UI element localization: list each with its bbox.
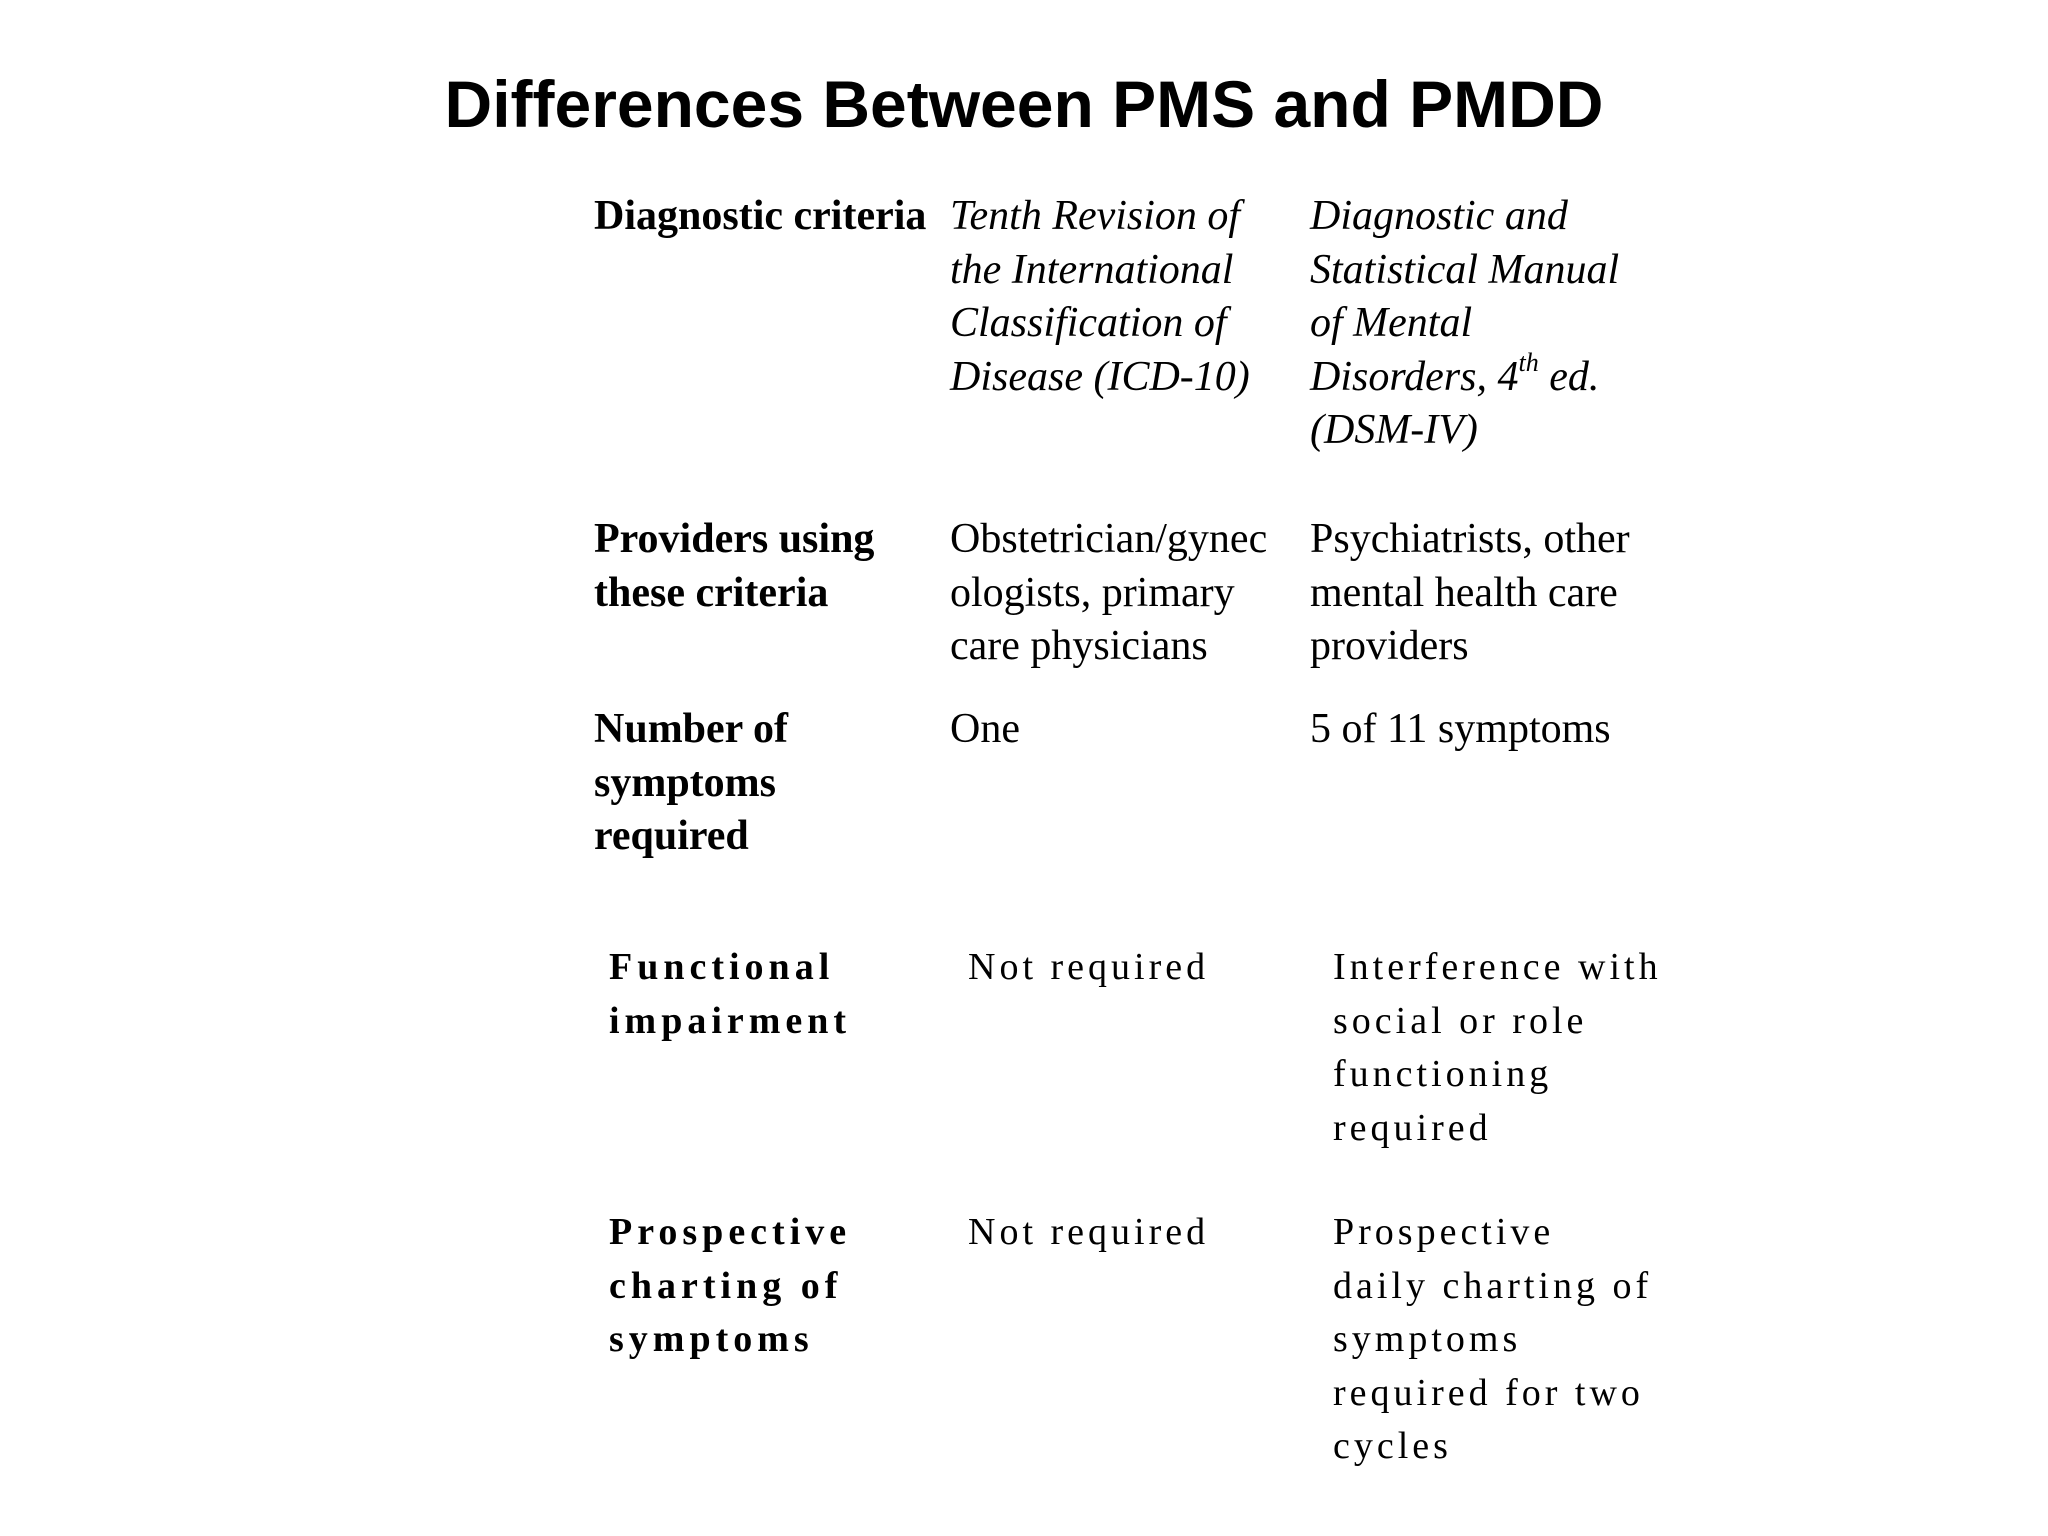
row-label-diagnostic-criteria xyxy=(594,190,926,244)
cell-text: Disorders, 4 xyxy=(1310,353,1519,400)
cell-line: required for two xyxy=(1333,1371,1644,1414)
dsm-iv-functional-impairment-cell xyxy=(1333,941,1662,1155)
icd10-symptom-count-cell xyxy=(950,703,1020,757)
cell-line: social or role xyxy=(1333,999,1588,1042)
cell-line: symptoms xyxy=(1333,1318,1522,1360)
cell-line: Statistical Manual xyxy=(1310,246,1620,293)
cell-line: cycles xyxy=(1333,1425,1452,1467)
cell-line-with-superscript xyxy=(1310,347,1619,405)
row-label-line: required xyxy=(594,813,749,859)
cell-line: Prospective xyxy=(1333,1211,1555,1253)
row-label-line: symptoms xyxy=(594,759,777,806)
cell-line: daily charting of xyxy=(1333,1264,1653,1307)
row-label-line: Diagnostic criteria xyxy=(594,193,927,239)
row-label-line: impairment xyxy=(609,999,852,1042)
superscript-ordinal: th xyxy=(1518,347,1539,377)
cell-text: ed. xyxy=(1538,353,1600,400)
icd10-criteria-cell xyxy=(950,190,1250,404)
dsm-iv-criteria-cell xyxy=(1310,190,1619,458)
cell-line: Diagnostic and xyxy=(1310,193,1568,239)
icd10-providers-cell xyxy=(950,513,1267,674)
cell-line: the International xyxy=(950,246,1234,293)
cell-line: ologists, primary xyxy=(950,569,1235,616)
dsm-iv-prospective-charting-cell xyxy=(1333,1206,1652,1474)
cell-line: Disease (ICD-10) xyxy=(950,353,1250,400)
cell-line: Obstetrician/gynec xyxy=(950,516,1268,562)
row-label-line: symptoms xyxy=(609,1318,814,1360)
row-label-line: Number of xyxy=(594,706,789,752)
cell-line: Not required xyxy=(968,1211,1210,1253)
cell-line: care physicians xyxy=(950,623,1208,669)
row-label-line: Providers using xyxy=(594,516,875,562)
cell-line: Psychiatrists, other xyxy=(1310,516,1630,562)
row-label-line: Functional xyxy=(609,946,835,988)
cell-line: of Mental xyxy=(1310,300,1473,346)
cell-line: Not required xyxy=(968,946,1210,988)
cell-line: required xyxy=(1333,1106,1492,1149)
cell-line: Tenth Revision of xyxy=(950,193,1241,239)
cell-line: One xyxy=(950,706,1020,752)
icd10-functional-impairment-cell xyxy=(968,941,1209,995)
cell-line: 5 of 11 symptoms xyxy=(1310,706,1611,752)
slide-title: Differences Between PMS and PMDD xyxy=(444,67,1604,141)
cell-line: providers xyxy=(1310,623,1469,669)
cell-line: functioning xyxy=(1333,1053,1553,1095)
cell-line: Interference with xyxy=(1333,946,1662,988)
row-label-functional-impairment xyxy=(609,941,851,1048)
cell-line: mental health care xyxy=(1310,569,1618,616)
row-label-line: these criteria xyxy=(594,569,829,616)
icd10-prospective-charting-cell xyxy=(968,1206,1209,1260)
dsm-iv-symptom-count-cell xyxy=(1310,703,1611,757)
row-label-prospective-charting xyxy=(609,1206,851,1367)
row-label-line: charting of xyxy=(609,1264,843,1307)
row-label-providers xyxy=(594,513,874,620)
row-label-number-of-symptoms xyxy=(594,703,788,864)
dsm-iv-providers-cell xyxy=(1310,513,1630,674)
row-label-line: Prospective xyxy=(609,1211,852,1253)
cell-line: (DSM-IV) xyxy=(1310,407,1478,453)
cell-line: Classification of xyxy=(950,300,1227,346)
